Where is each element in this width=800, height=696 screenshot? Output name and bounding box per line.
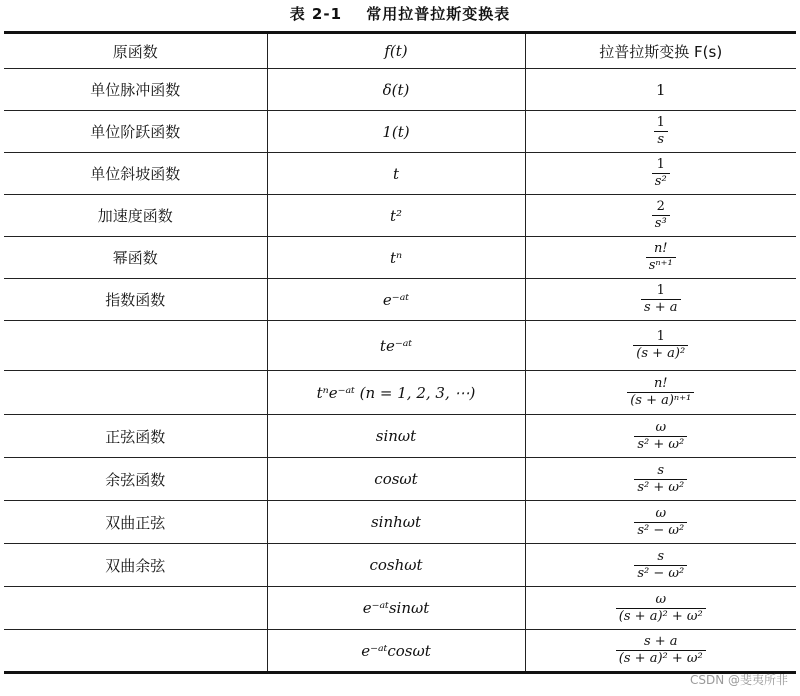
laplace-cell xyxy=(525,69,796,111)
fraction xyxy=(634,420,687,453)
time-function: e⁻ᵃᵗcosωt xyxy=(361,641,431,660)
original-function-cell xyxy=(4,458,267,501)
denominator: (s + a)² xyxy=(636,346,686,361)
denominator: s + a xyxy=(643,300,678,315)
header-ft: f(t) xyxy=(267,33,525,69)
function-name: 双曲余弦 xyxy=(105,556,166,575)
laplace-cell xyxy=(525,371,796,415)
table-body xyxy=(4,69,796,673)
function-name: 正弦函数 xyxy=(105,427,166,446)
time-function-cell xyxy=(267,237,525,279)
numerator: 2 xyxy=(652,199,670,216)
time-function: tⁿ xyxy=(389,248,403,267)
time-function: tⁿe⁻ᵃᵗ (n = 1, 2, 3, ⋯) xyxy=(316,383,476,402)
numerator: ω xyxy=(616,592,706,609)
time-function-cell xyxy=(267,195,525,237)
time-function-cell xyxy=(267,69,525,111)
fraction xyxy=(634,506,687,539)
numerator: 1 xyxy=(654,115,668,132)
table-title: 常用拉普拉斯变换表 xyxy=(366,5,511,23)
fraction xyxy=(616,634,706,667)
fraction xyxy=(654,115,668,148)
table-row xyxy=(4,587,796,630)
laplace-cell xyxy=(525,501,796,544)
original-function-cell xyxy=(4,237,267,279)
denominator: s² − ω² xyxy=(637,565,685,581)
time-function-cell xyxy=(267,415,525,458)
table-row xyxy=(4,415,796,458)
denominator: s² xyxy=(654,174,667,189)
laplace-cell xyxy=(525,458,796,501)
numerator: ω xyxy=(634,506,687,523)
table-row xyxy=(4,371,796,415)
time-function-cell xyxy=(267,458,525,501)
denominator: s² + ω² xyxy=(637,479,685,495)
original-function-cell xyxy=(4,630,267,673)
function-name: 加速度函数 xyxy=(97,207,173,225)
fraction xyxy=(627,376,694,409)
table-row xyxy=(4,279,796,321)
table-row xyxy=(4,630,796,673)
watermark: CSDN @斐夷所非 xyxy=(689,673,788,687)
laplace-cell xyxy=(525,237,796,279)
time-function-cell xyxy=(267,501,525,544)
denominator: s xyxy=(657,132,665,147)
denominator: (s + a)² + ω² xyxy=(618,651,703,666)
function-name: 幂函数 xyxy=(112,249,158,267)
table-caption xyxy=(0,3,800,24)
function-name: 单位脉冲函数 xyxy=(90,81,181,99)
denominator: s³ xyxy=(654,216,667,231)
fraction xyxy=(652,199,670,232)
fraction xyxy=(634,463,687,496)
numerator: n! xyxy=(627,376,694,393)
denominator: s² − ω² xyxy=(637,522,685,538)
table-row xyxy=(4,195,796,237)
original-function-cell xyxy=(4,371,267,415)
time-function-cell xyxy=(267,371,525,415)
time-function: e⁻ᵃᵗsinωt xyxy=(362,599,430,617)
function-name: 双曲正弦 xyxy=(105,513,166,532)
original-function-cell xyxy=(4,501,267,544)
numerator: ω xyxy=(634,420,687,437)
table-row xyxy=(4,237,796,279)
time-function-cell xyxy=(267,279,525,321)
time-function: 1(t) xyxy=(382,122,410,141)
table-row xyxy=(4,458,796,501)
numerator: n! xyxy=(646,241,676,258)
original-function-cell xyxy=(4,279,267,321)
table-row xyxy=(4,69,796,111)
function-name: 指数函数 xyxy=(105,291,166,309)
numerator: s + a xyxy=(616,634,706,651)
fraction xyxy=(646,241,676,274)
numerator: 1 xyxy=(633,329,688,346)
numerator: s xyxy=(634,463,687,480)
table-row xyxy=(4,321,796,371)
laplace-cell xyxy=(525,630,796,673)
denominator: (s + a)ⁿ⁺¹ xyxy=(630,393,692,408)
function-name: 单位阶跃函数 xyxy=(90,123,181,141)
denominator: sⁿ⁺¹ xyxy=(648,258,673,273)
time-function-cell xyxy=(267,111,525,153)
fraction xyxy=(633,329,688,362)
time-function: coshωt xyxy=(369,556,423,574)
laplace-cell xyxy=(525,111,796,153)
time-function: sinhωt xyxy=(370,513,422,531)
table-row xyxy=(4,153,796,195)
function-name: 余弦函数 xyxy=(105,470,166,489)
original-function-cell xyxy=(4,195,267,237)
time-function-cell xyxy=(267,321,525,371)
denominator: (s + a)² + ω² xyxy=(618,608,703,624)
fraction xyxy=(634,549,687,582)
numerator: 1 xyxy=(641,283,681,300)
time-function: sinωt xyxy=(375,427,417,445)
function-name: 单位斜坡函数 xyxy=(90,165,181,183)
time-function: te⁻ᵃᵗ xyxy=(379,336,413,355)
table-row xyxy=(4,501,796,544)
numerator: s xyxy=(634,549,687,566)
time-function: δ(t) xyxy=(382,80,410,99)
table-row xyxy=(4,544,796,587)
laplace-cell xyxy=(525,544,796,587)
time-function: e⁻ᵃᵗ xyxy=(382,290,410,309)
original-function-cell xyxy=(4,415,267,458)
time-function: t xyxy=(392,164,400,183)
original-function-cell xyxy=(4,111,267,153)
laplace-cell xyxy=(525,279,796,321)
original-function-cell xyxy=(4,153,267,195)
laplace-cell xyxy=(525,321,796,371)
laplace-cell xyxy=(525,415,796,458)
header-original-function: 原函数 xyxy=(4,33,267,69)
laplace-cell xyxy=(525,153,796,195)
original-function-cell xyxy=(4,587,267,630)
time-function: cosωt xyxy=(374,470,418,488)
laplace-cell xyxy=(525,195,796,237)
original-function-cell xyxy=(4,544,267,587)
denominator: s² + ω² xyxy=(637,436,685,452)
table-number: 表 2-1 xyxy=(289,5,343,23)
time-function-cell xyxy=(267,587,525,630)
transform-value: 1 xyxy=(655,80,666,99)
original-function-cell xyxy=(4,321,267,371)
laplace-transform-table xyxy=(4,31,796,674)
fraction xyxy=(652,157,670,190)
time-function-cell xyxy=(267,630,525,673)
table-row xyxy=(4,111,796,153)
fraction xyxy=(641,283,681,316)
numerator: 1 xyxy=(652,157,670,174)
original-function-cell xyxy=(4,69,267,111)
time-function-cell xyxy=(267,544,525,587)
laplace-cell xyxy=(525,587,796,630)
time-function-cell xyxy=(267,153,525,195)
fraction xyxy=(616,592,706,625)
table-header-row xyxy=(4,33,796,69)
time-function: t² xyxy=(389,206,403,225)
header-laplace: 拉普拉斯变换 F(s) xyxy=(525,33,796,69)
